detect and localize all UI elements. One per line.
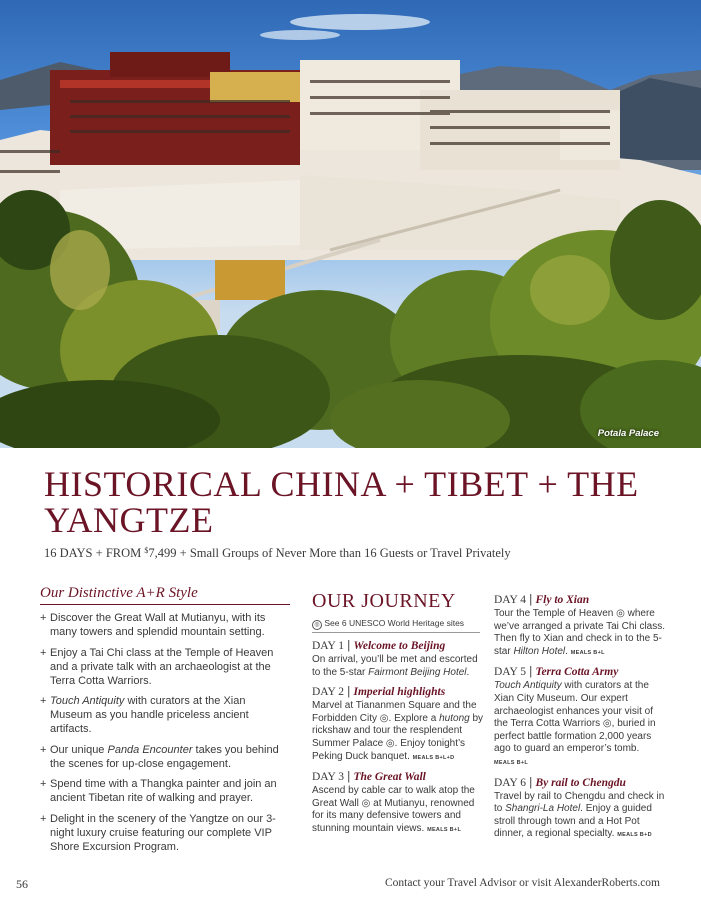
day-entry: DAY 1 | Welcome to Beijing On arrival, you’ll be met and escorted to the 5-star Fairmont Beijing Hotel. — [312, 640, 478, 678]
group-size-note: Small Groups of Never More than 16 Guests or Travel Privately — [189, 546, 511, 560]
meals-label: MEALS B+L — [494, 759, 529, 766]
trip-days: 16 DAYS — [44, 546, 93, 560]
list-item: + Delight in the scenery of the Yangtze on our 3-night luxury cruise featuring our complete VIP Shore Excursion Program. — [40, 812, 276, 853]
journey-divider — [312, 632, 480, 633]
style-divider — [40, 604, 290, 605]
photo-caption: Potala Palace — [597, 428, 659, 439]
journey-column-left — [312, 638, 484, 842]
unesco-note-text: See 6 UNESCO World Heritage sites — [324, 618, 465, 628]
day-entry: DAY 3 | The Great Wall Ascend by cable car to walk atop the Great Wall ◎ at Mutianyu, renowned for its many defensive towers and stunning mountain views. MEALS B+L — [312, 771, 475, 834]
list-item: + Enjoy a Tai Chi class at the Temple of Heaven and a private talk with an archaeologist at the Terra Cotta Warriors. — [40, 646, 274, 687]
footer-contact: Contact your Travel Advisor or visit AlexanderRoberts.com — [384, 877, 660, 889]
style-list — [40, 611, 290, 860]
page-title: HISTORICAL CHINA + TIBET + THE YANGTZE — [44, 464, 639, 540]
price-currency: $ — [144, 546, 149, 555]
unesco-note — [312, 618, 464, 630]
page-number: 56 — [16, 877, 28, 891]
list-item: + Discover the Great Wall at Mutianyu, with its many towers and splendid mountain setting. — [40, 612, 266, 638]
meals-label: MEALS B+D — [617, 832, 652, 839]
meals-label: MEALS B+L+D — [412, 754, 455, 761]
day-entry: DAY 6 | By rail to Chengdu Travel by rail to Chengdu and check in to Shangri-La Hotel. Enjoy a guided stroll through town and a Hot Pot dinner, a regional specialty. MEALS B+D — [494, 776, 665, 840]
potala-palace-illustration — [0, 0, 701, 448]
day-entry: DAY 2 | Imperial highlights Marvel at Tiananmen Square and the Forbidden City ◎. Explore a hutong by rickshaw and tour the resplendent Summer Palace ◎. Enjoy tonight’s Peking Duck banquet. MEALS B+L+D — [312, 686, 484, 762]
day-entry: DAY 4 | Fly to Xian Tour the Temple of Heaven ◎ where we’ve arranged a private Tai Chi class. Then fly to Xian and check in to the 5-star Hilton Hotel. MEALS B+L — [494, 594, 666, 657]
unesco-icon: ◎ — [312, 620, 322, 630]
hero-photo — [0, 0, 701, 448]
list-item: + Touch Antiquity with curators at the Xian Museum as you handle priceless ancient artifacts. — [40, 695, 249, 735]
meals-label: MEALS B+L — [427, 826, 462, 833]
trip-price: 7,499 — [148, 546, 177, 560]
style-heading: Our Distinctive A+R Style — [40, 585, 198, 601]
journey-heading: OUR JOURNEY — [312, 590, 456, 612]
list-item: + Our unique Panda Encounter takes you behind the scenes for up-close engagement. — [40, 743, 279, 770]
meals-label: MEALS B+L — [570, 649, 605, 656]
list-item: + Spend time with a Thangka painter and join an ancient Tibetan rite of walking and prayer. — [40, 778, 277, 804]
trip-summary: 16 DAYS + FROM $7,499 + Small Groups of Never More than 16 Guests or Travel Privately — [44, 546, 511, 560]
day-entry: DAY 5 | Terra Cotta Army Touch Antiquity with curators at the Xian City Museum. Our expert archaeologist enhances your visit of the Terra Cotta Warriors ◎, buried in perfect battle formation 2,000 years ago to guard an emperor’s tomb. MEALS B+L — [494, 666, 656, 766]
price-from-label: FROM — [105, 546, 142, 560]
journey-column-right — [494, 592, 666, 847]
